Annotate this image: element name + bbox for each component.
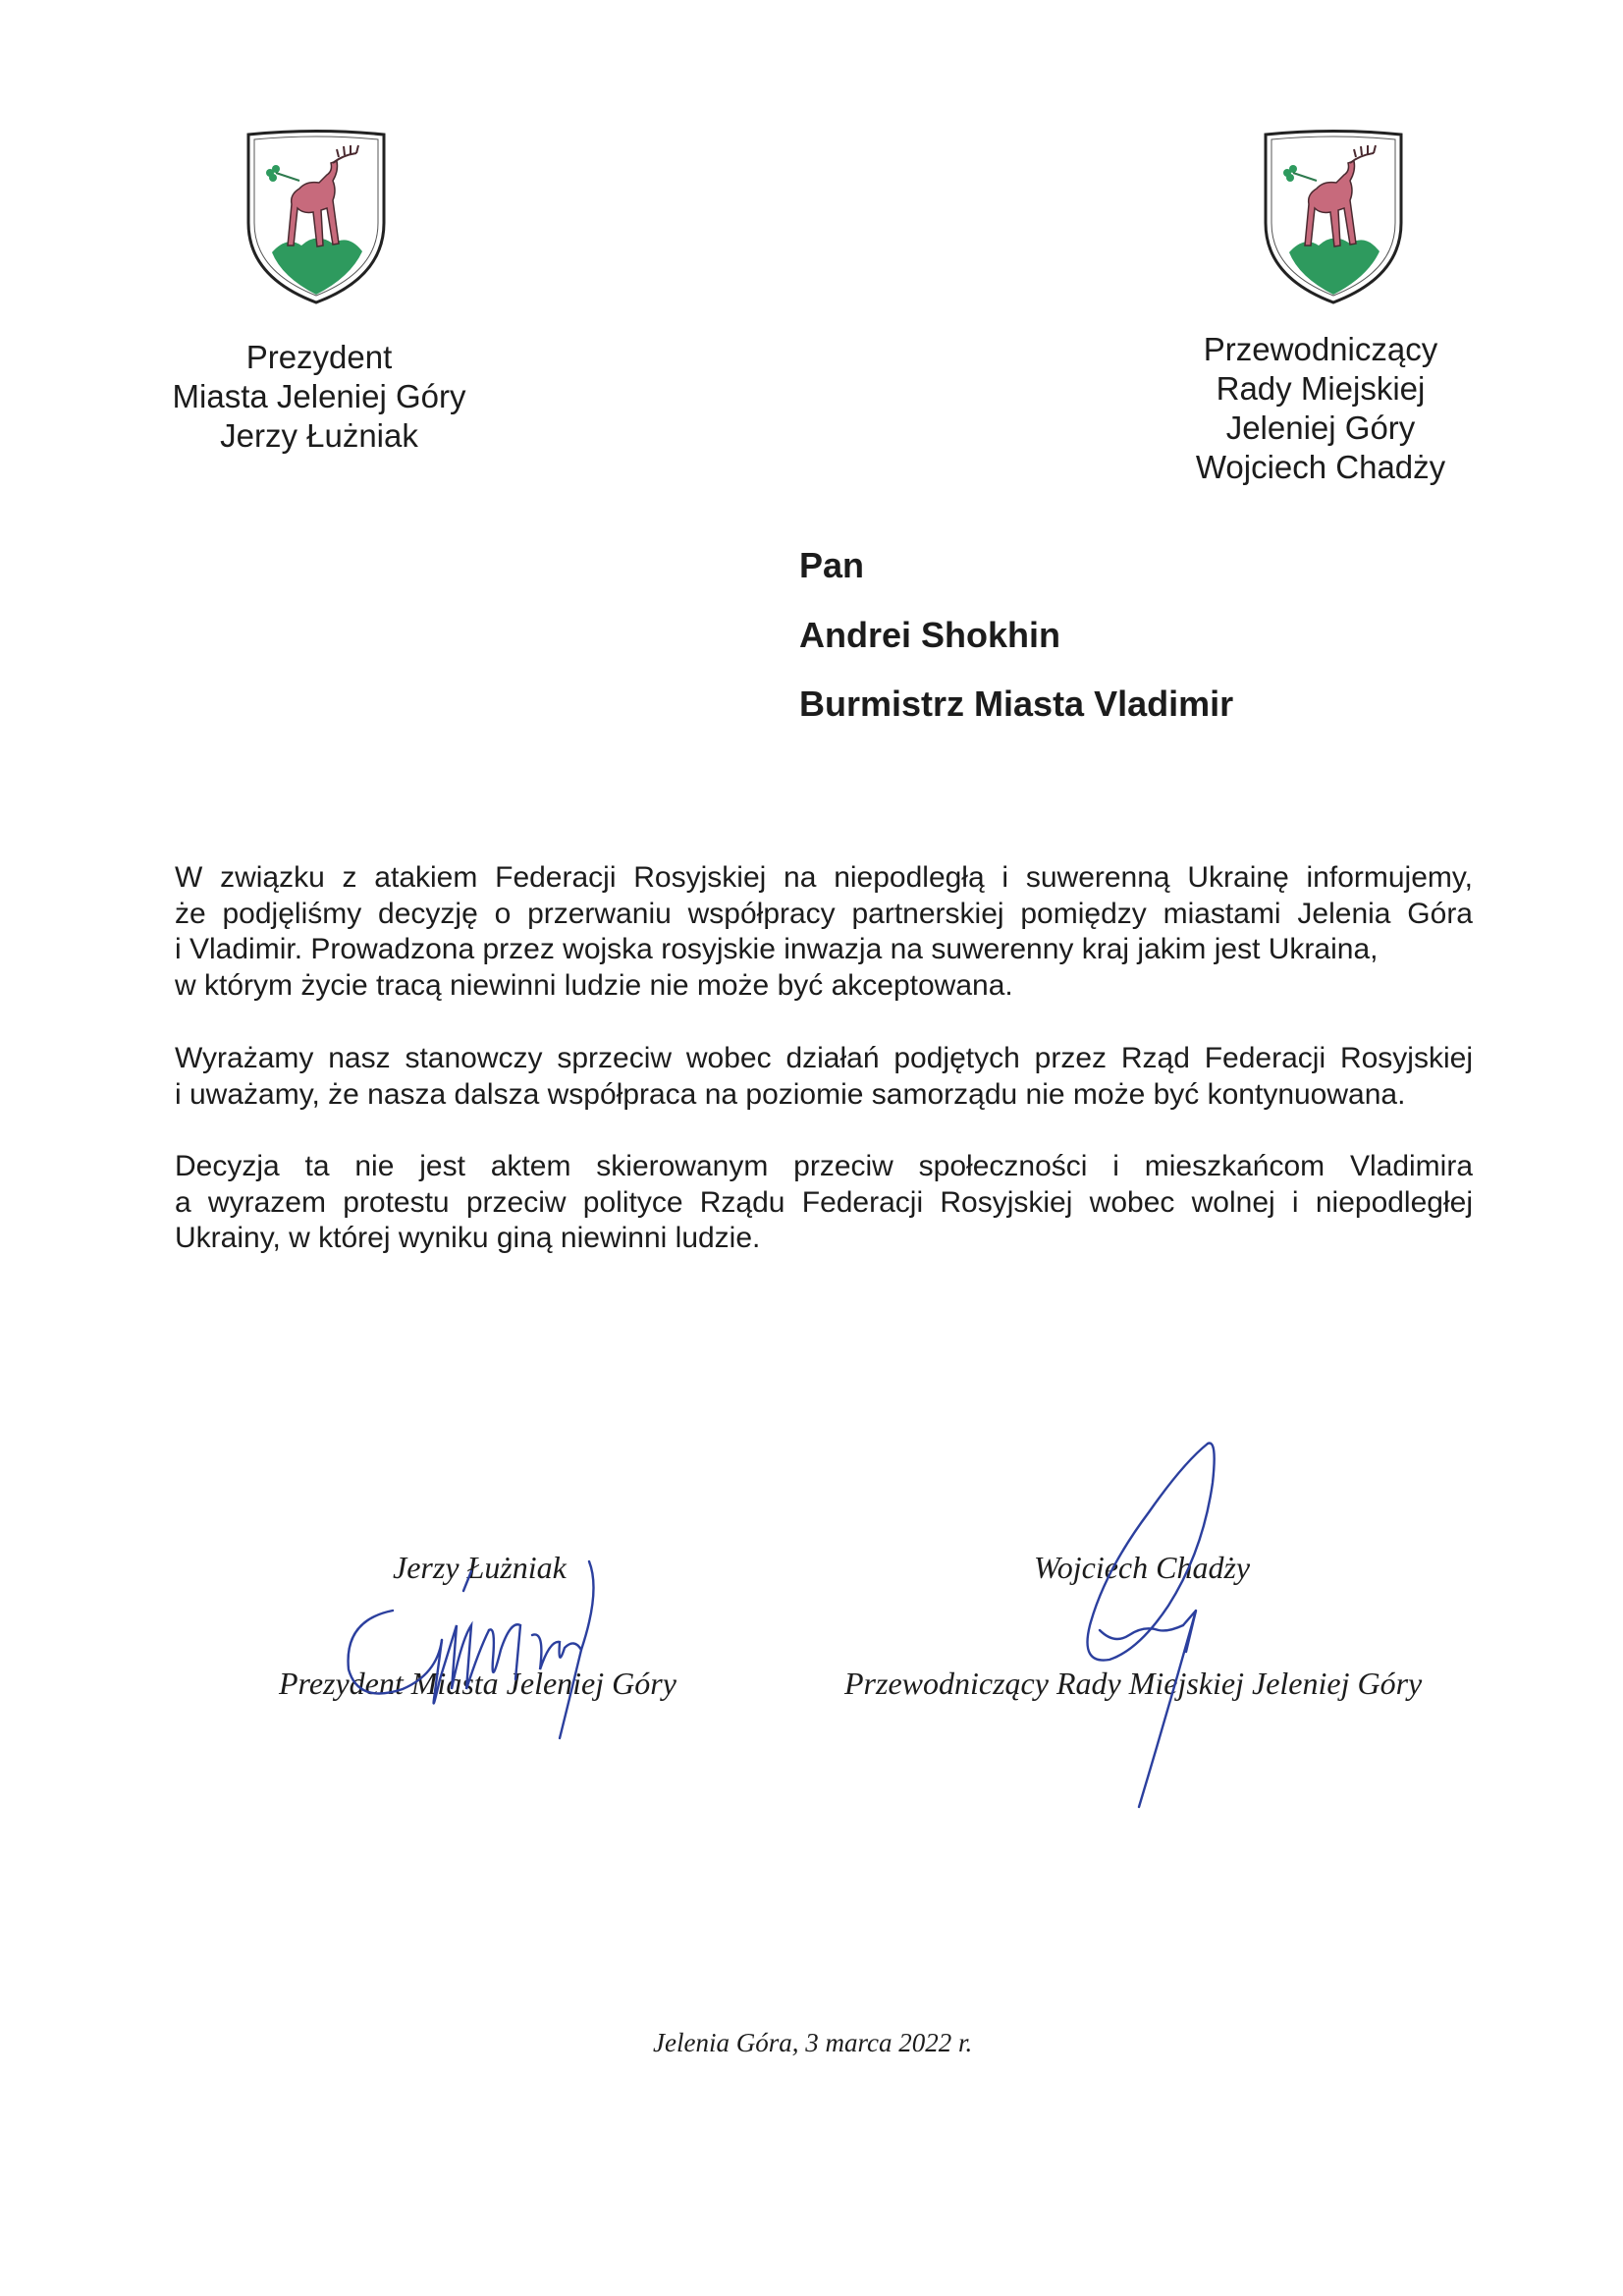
sender-right-header (1159, 330, 1483, 487)
coat-of-arms-icon (1260, 130, 1407, 306)
signatory-right-role: Przewodniczący Rady Miejskiej Jeleniej Góry (844, 1666, 1423, 1701)
signatory-left-role: Prezydent Miasta Jeleniej Góry (279, 1666, 676, 1701)
header-line: Miasta Jeleniej Góry (172, 378, 466, 414)
recipient-role: Burmistrz Miasta Vladimir (799, 683, 1234, 724)
body-paragraph (175, 1149, 1473, 1257)
header-line: Wojciech Chadży (1195, 449, 1446, 485)
header-line: Przewodniczący (1203, 331, 1438, 367)
handwritten-signature (324, 1532, 668, 1748)
recipient-name: Andrei Shokhin (799, 615, 1061, 655)
signatory-left-name: Jerzy Łużniak (393, 1550, 567, 1585)
paragraph-line: a wyrazem protestu przeciw polityce Rządu Federacji Rosyjskiej wobec wolnej i niepodległej (175, 1185, 1473, 1219)
paragraph-line: i uważamy, że nasza dalsza współpraca na poziomie samorządu nie może być kontynuowana. (175, 1077, 1406, 1111)
paragraph-line: w którym życie tracą niewinni ludzie nie może być akceptowana. (175, 968, 1013, 1002)
coat-of-arms-icon (243, 130, 390, 306)
header-line: Rady Miejskiej (1216, 370, 1426, 407)
body-paragraph (175, 860, 1473, 1004)
header-line: Jerzy Łużniak (220, 417, 418, 454)
paragraph-line: Decyzja ta nie jest aktem skierowanym przeciw społeczności i mieszkańcom Vladimira (175, 1150, 1473, 1182)
handwritten-signature (1021, 1424, 1296, 1817)
paragraph-line: W związku z atakiem Federacji Rosyjskiej na niepodległą i suwerenną Ukrainę informujemy, (175, 861, 1473, 894)
paragraph-line: i Vladimir. Prowadzona przez wojska rosyjskie inwazja na suwerenny kraj jakim jest Ukraina, (175, 933, 1379, 965)
sender-left-header (147, 338, 491, 456)
body-paragraph (175, 1041, 1473, 1113)
date-line: Jelenia Góra, 3 marca 2022 r. (653, 2028, 973, 2057)
recipient-title: Pan (799, 545, 865, 585)
header-line: Jeleniej Góry (1225, 410, 1416, 446)
paragraph-line: że podjęliśmy decyzję o przerwaniu współpracy partnerskiej pomiędzy miastami Jelenia Góra (175, 897, 1473, 930)
header-line: Prezydent (245, 339, 393, 375)
signatory-right-name: Wojciech Chadży (1034, 1550, 1251, 1585)
paragraph-line: Ukrainy, w której wyniku giną niewinni ludzie. (175, 1222, 761, 1254)
paragraph-line: Wyrażamy nasz stanowczy sprzeciw wobec działań podjętych przez Rząd Federacji Rosyjskiej (175, 1042, 1473, 1074)
